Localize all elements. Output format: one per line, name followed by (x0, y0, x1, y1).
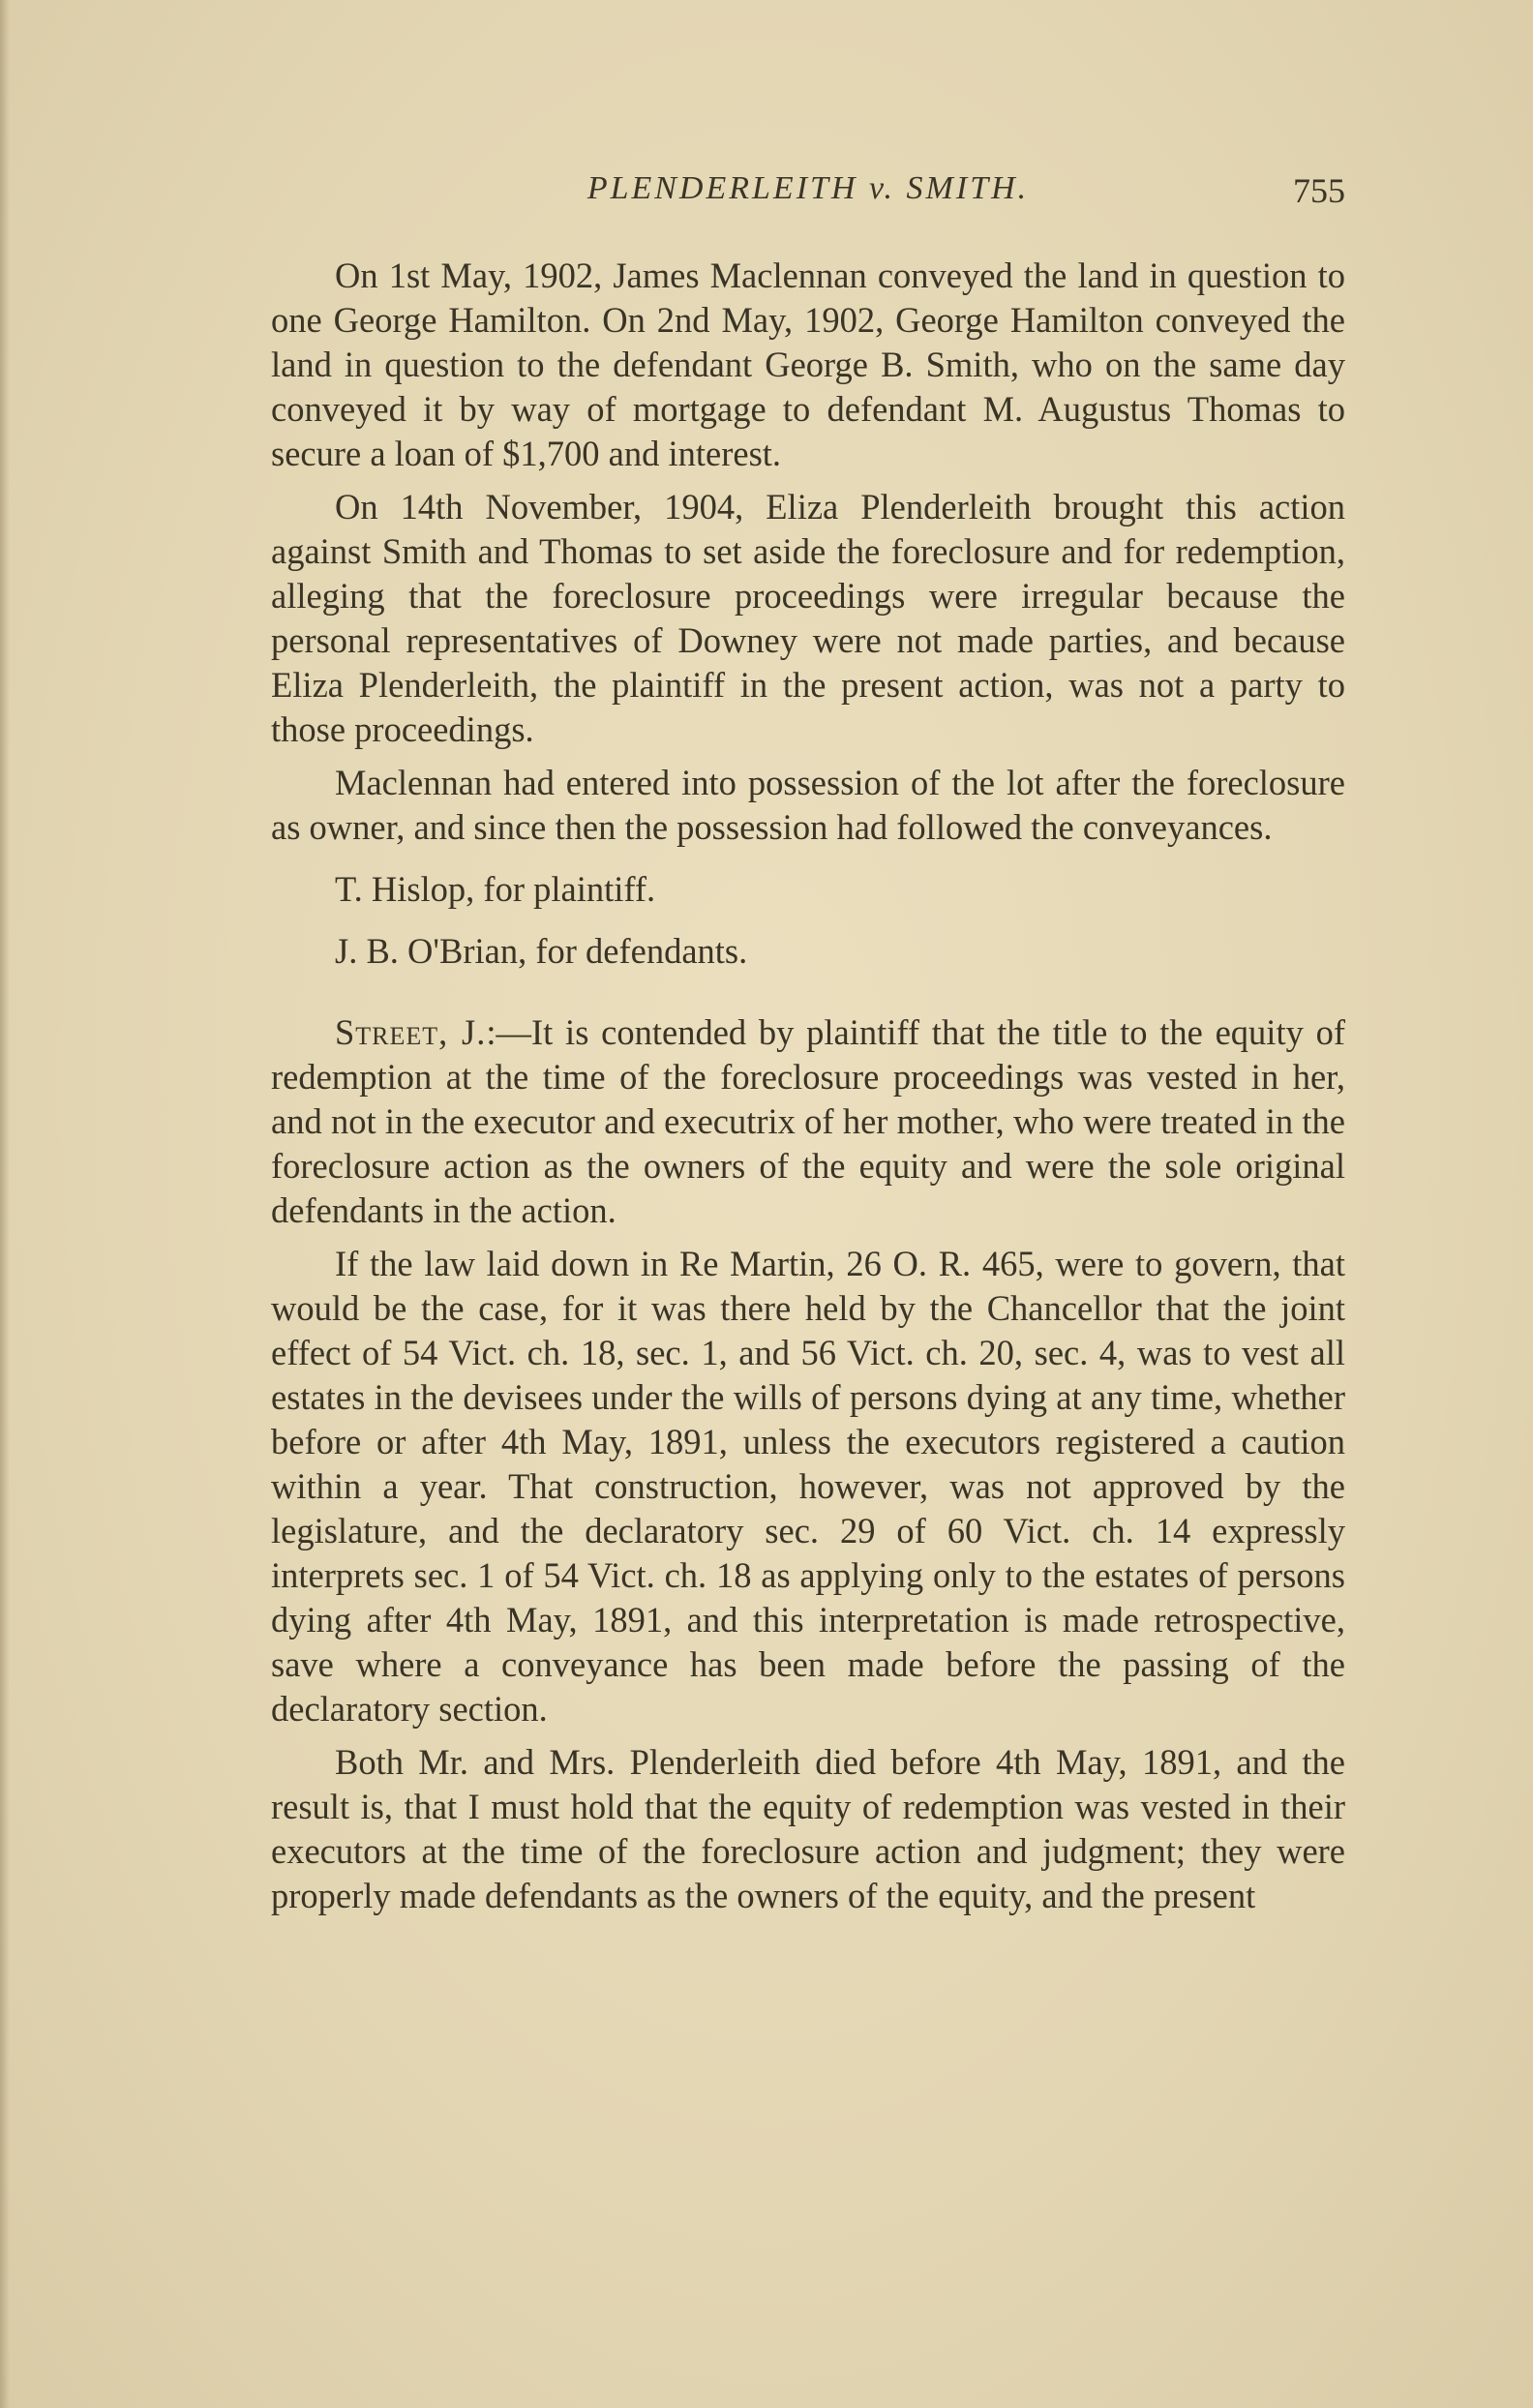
paragraph-re-martin: If the law laid down in Re Martin, 26 O. R. 465, were to govern, that would be the case, for it was there held by the Chancellor that the joint effect of 54 Vict. ch. 18, sec. 1, and 56 Vict. ch. 20, sec. 4, was to vest all estates in the devisees under the wills of persons dying at any time, whether before or after 4th May, 1891, unless the executors registered a caution within a year. That construction, however, was not approved by the legislature, and the declaratory sec. 29 of 60 Vict. ch. 14 expressly interprets sec. 1 of 54 Vict. ch. 18 as applying only to the estates of persons dying after 4th May, 1891, and this interpretation is made retrospective, save where a conveyance has been made before the passing of the declaratory section. (271, 1244, 1345, 1729)
paragraph-action-brought: On 14th November, 1904, Eliza Plenderleith brought this action against Smith and Thomas to set aside the foreclosure and for redemption, alleging that the foreclosure proceedings were irregular because the personal representatives of Downey were not made parties, and because Eliza Plenderleith, the plaintiff in the present action, was not a party to those proceedings. (271, 487, 1345, 749)
page-header (271, 170, 1345, 219)
paragraph-judgment-opening (271, 1010, 1345, 1233)
paragraph-conveyances: On 1st May, 1902, James Maclennan conveyed the land in question to one George Hamilton. On 2nd May, 1902, George Hamilton conveyed the land in question to the defendant George B. Smith, who on the same day conveyed it by way of mortgage to defendant M. Augustus Thomas to secure a loan of $1,700 and interest. (271, 256, 1345, 473)
paragraph-possession: Maclennan had entered into possession of the lot after the foreclosure as owner, and since then the possession had followed the conveyances. (271, 763, 1345, 847)
body-text (271, 254, 1345, 1927)
counsel-plaintiff: T. Hislop, for plaintiff. (335, 869, 656, 909)
running-head: PLENDERLEITH v. SMITH. (586, 170, 1030, 206)
paragraph-executors: Both Mr. and Mrs. Plenderleith died before 4th May, 1891, and the result is, that I must hold that the equity of redemption was vested in their executors at the time of the foreclosure action and judgment; they were properly made defendants as the owners of the equity, and the present (271, 1742, 1345, 1915)
page-edge-shadow (0, 0, 10, 2408)
judgment-opening-text: :—It is contended by plaintiff that the title to the equity of redemption at the time of the foreclosure proceedings was vested in her, and not in the executor and executrix of her mother, who were treated in the foreclosure action as the owners of the equity and were the sole original defendants in the action. (271, 1012, 1345, 1230)
page-number: 755 (1293, 171, 1345, 210)
judge-name: Street, J. (335, 1012, 487, 1052)
counsel-defendants: J. B. O'Brian, for defendants. (335, 931, 748, 971)
